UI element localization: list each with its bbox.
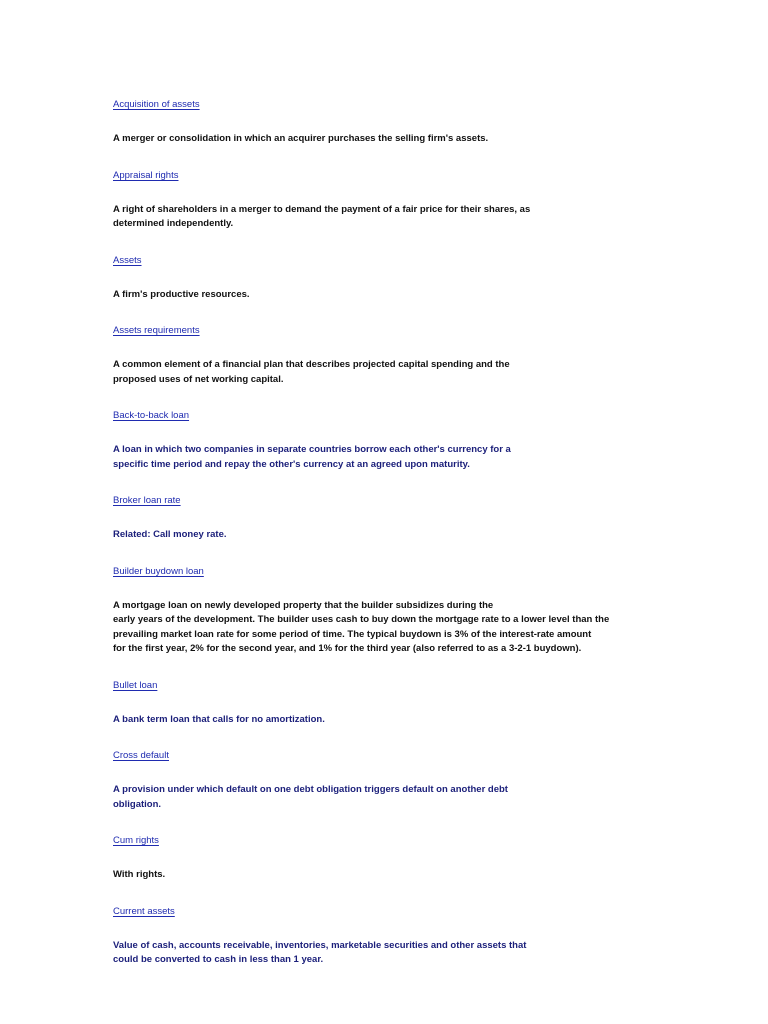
term-definition: A firm's productive resources. — [113, 288, 250, 300]
term-definition: Related: Call money rate. — [113, 529, 227, 540]
term-link-assets[interactable]: Assets — [113, 254, 142, 266]
term-link-assets-requirements[interactable]: Assets requirements — [113, 325, 200, 336]
term-link-acquisition-of-assets[interactable]: Acquisition of assets — [113, 99, 200, 110]
glossary-entry — [113, 561, 653, 657]
glossary-page — [113, 94, 653, 968]
term-definition: A loan in which two companies in separate countries borrow each other's currency for a specific time period and repay the other's currency at an agreed upon maturity. — [113, 444, 511, 470]
glossary-entry — [113, 250, 653, 303]
term-definition: A provision under which default on one debt obligation triggers default on another debt obligation. — [113, 784, 508, 810]
term-definition: A merger or consolidation in which an acquirer purchases the selling firm's assets. — [113, 133, 489, 144]
glossary-entry — [113, 94, 653, 147]
term-definition: A bank term loan that calls for no amortization. — [113, 713, 325, 725]
term-definition: A common element of a financial plan that describes projected capital spending and the proposed uses of net working capital. — [113, 359, 510, 385]
glossary-entry — [113, 490, 653, 543]
term-link-cross-default[interactable]: Cross default — [113, 750, 169, 761]
term-link-current-assets[interactable]: Current assets — [113, 905, 175, 917]
term-link-back-to-back-loan[interactable]: Back-to-back loan — [113, 410, 190, 421]
glossary-entry — [113, 165, 653, 232]
term-definition: A mortgage loan on newly developed property that the builder subsidizes during the early years of the development. The builder uses cash to buy down the mortgage rate to a lower level than the prevailing market loan rate for some period of time. The typical buydown is 3% of the interest-rate amount for the first year, 2% for the second year, and 1% for the third year (also referred to as a 3-2-1 buydown). — [113, 599, 610, 654]
term-definition: With rights. — [113, 869, 166, 880]
glossary-entry — [113, 901, 653, 968]
glossary-entry — [113, 830, 653, 883]
glossary-entry — [113, 745, 653, 812]
term-definition: Value of cash, accounts receivable, inventories, marketable securities and other assets that could be converted to cash in less than 1 year. — [113, 939, 527, 965]
term-link-bullet-loan[interactable]: Bullet loan — [113, 679, 158, 691]
glossary-entry — [113, 320, 653, 387]
term-link-appraisal-rights[interactable]: Appraisal rights — [113, 169, 179, 181]
glossary-entry — [113, 675, 653, 728]
term-link-broker-loan-rate[interactable]: Broker loan rate — [113, 495, 181, 506]
glossary-entry — [113, 405, 653, 472]
term-link-builder-buydown-loan[interactable]: Builder buydown loan — [113, 565, 204, 577]
term-definition: A right of shareholders in a merger to demand the payment of a fair price for their shares, as determined independently. — [113, 203, 531, 229]
term-link-cum-rights[interactable]: Cum rights — [113, 835, 159, 846]
